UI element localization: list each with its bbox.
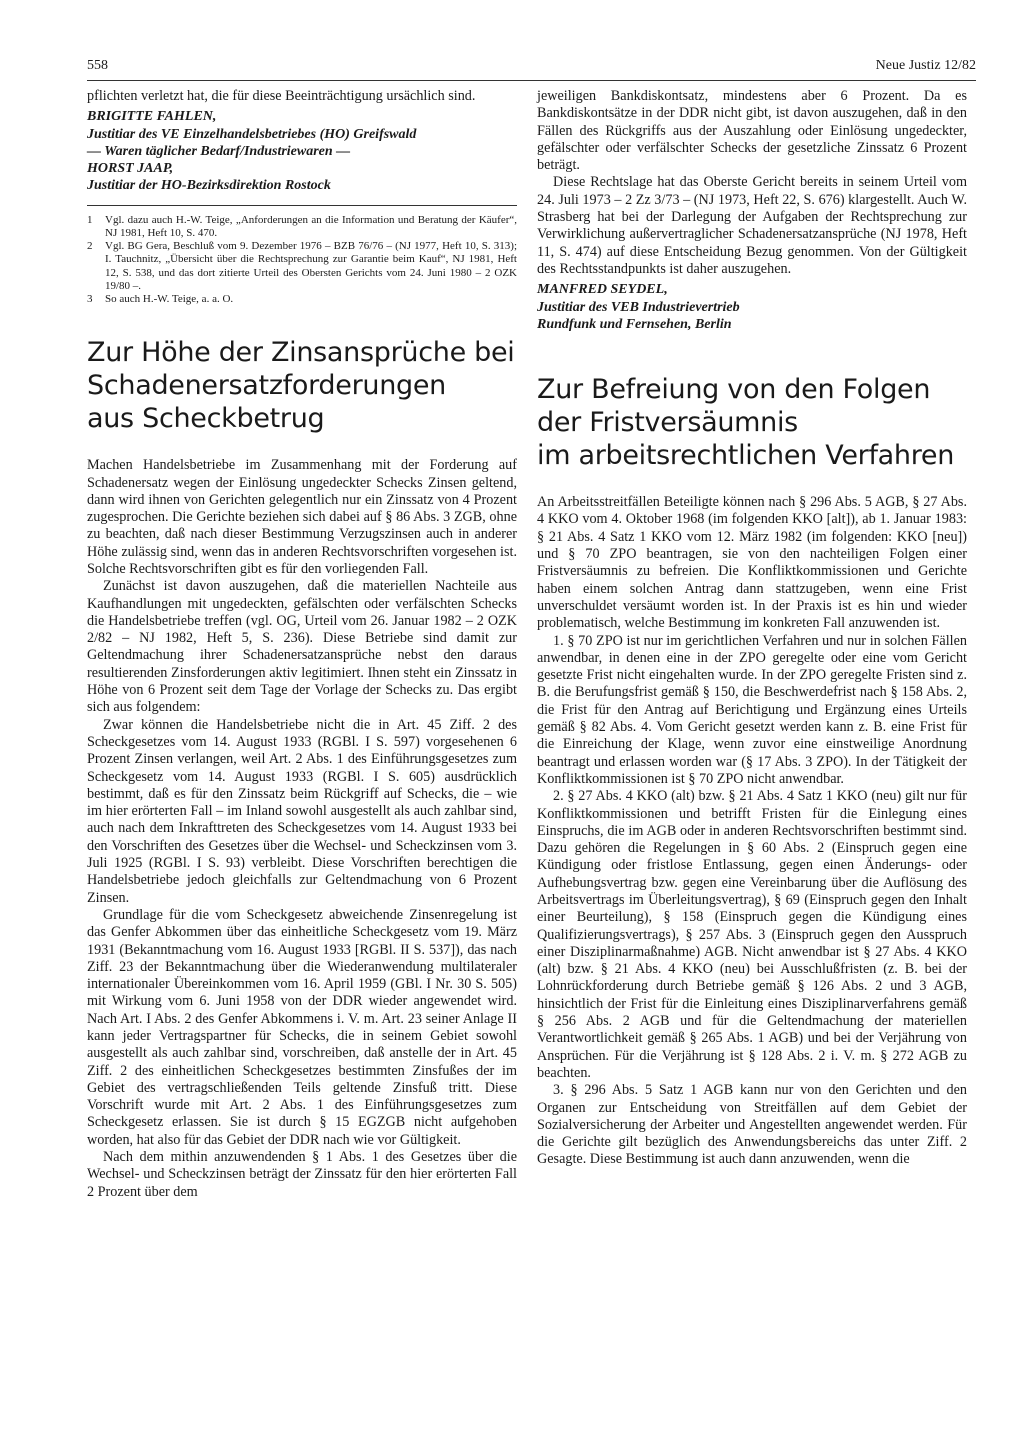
page-number: 558 bbox=[87, 58, 108, 73]
author-name: HORST JAAP, bbox=[87, 161, 174, 177]
right-column bbox=[537, 88, 967, 1169]
footnote bbox=[87, 240, 517, 293]
body-paragraph: Grundlage für die vom Scheckgesetz abweichende Zinsenregelung ist das Genfer Abkommen über das einheitliche Scheckgesetz vom 19. März 1931 (Bekanntmachung vom 16. August 1933 [RGBl. II S. 537]), das nach Ziff. 23 der Bekanntmachung über die Wiederanwendung multilateraler internationaler Übereinkommen vom 16. April 1959 (GBl. I Nr. 30 S. 505) mit Wirkung vom 6. Juni 1958 von der DDR wieder angewendet wird. Nach Art. I Abs. 2 des Genfer Abkommens i. V. m. Art. 23 seiner Anlage II kann jeder Vertragspartner für Schecks, die in seinem Gebiet sowohl ausgestellt als auch zahlbar sind, vorschreiben, daß anstelle der in Art. 45 Ziff. 2 des einheitlichen Scheckgesetzes bestimmten Zinsfußes der im Gebiet des vertragschließenden Teils geltende Zinsfuß tritt. Diese Vorschrift wurde mit Art. 2 Abs. 1 des Einführungsgesetzes zum Scheckgesetz erlassen. Sie ist durch § 15 EGZGB nicht aufgehoben worden, hat also für das Gebiet der DDR nach wie vor Gültigkeit. bbox=[87, 906, 517, 1148]
body-paragraph: Diese Rechtslage hat das Oberste Gericht bereits in seinem Urteil vom 24. Juli 1973 – 2 Zz 3/73 – (NJ 1973, Heft 22, S. 676) klargestellt. Auch W. Strasberg hat bei der Darlegung der Aufgaben der Rechtsprechung zur Verwirklichung außervertraglicher Schadenersatzansprüche (NJ 1978, Heft 11, S. 474) auf diese Entscheidung Bezug genommen. Von der Gültigkeit des Rechtsstandpunkts ist daher auszugehen. bbox=[537, 174, 967, 277]
heading-line: der Fristversäumnis bbox=[537, 407, 798, 439]
heading-line: im arbeitsrechtlichen Verfahren bbox=[537, 440, 955, 472]
heading-line: Schadenersatzforderungen bbox=[87, 370, 446, 402]
left-column bbox=[87, 88, 517, 1201]
body-paragraph: Zwar können die Handelsbetriebe nicht die in Art. 45 Ziff. 2 des Scheckgesetzes vom 14. August 1933 (RGBl. I S. 597) vorgesehenen 6 Prozent Zinsen verlangen, weil Art. 2 Abs. 1 des Einführungsgesetzes zum Scheckgesetz vom 14. August 1933 (RGBl. I S. 605) ausdrücklich bestimmt, daß es für den Zinssatz beim Rückgriff auf Schecks, die – wie im hier erörterten Fall – im Inland sowohl ausgestellt als auch zahlbar sind, auch nach dem Inkrafttreten des Scheckgesetzes vom 14. August 1933 bei den Vorschriften des Gesetzes über die Wechsel- und Scheckzinsen vom 3. Juli 1925 (RGBl. I S. 93) verbleibt. Diese Vorschriften berechtigen die Handelsbetriebe jedoch gleichfalls zur Geltendmachung von 6 Prozent Zinsen. bbox=[87, 716, 517, 906]
author-affiliation: Rundfunk und Fernsehen, Berlin bbox=[537, 316, 732, 332]
body-paragraph: 1. § 70 ZPO ist nur im gerichtlichen Verfahren und nur in solchen Fällen anwendbar, in denen eine in der ZPO geregelte oder eine vom Gericht gesetzte Frist nicht eingehalten wurde. In der ZPO geregelte Fristen sind z. B. die Berufungsfrist gemäß § 150, die Beschwerdefrist nach § 158 Abs. 2, die Frist für den Antrag auf Berichtigung und Ergänzung eines Urteils gemäß § 82 Abs. 4. Vom Gericht gesetzt werden kann z. B. eine Frist für die Einreichung der Klage, wenn zuvor eine einstweilige Anordnung beantragt und erlassen worden war (§ 17 Abs. 3 ZPO). In der Tätigkeit der Konfliktkommissionen ist § 70 ZPO nicht anwendbar. bbox=[537, 632, 967, 787]
footnote-number: 3 bbox=[87, 293, 93, 305]
article-heading-zinsansprueche bbox=[87, 336, 517, 435]
author-affiliation: Justitiar des VEB Industrievertrieb bbox=[537, 299, 740, 315]
author-signature-right bbox=[537, 281, 967, 333]
footnote-number: 1 bbox=[87, 213, 93, 226]
footnote bbox=[87, 214, 517, 240]
heading-line: aus Scheckbetrug bbox=[87, 403, 325, 435]
footnotes bbox=[87, 214, 517, 306]
author-affiliation: Justitiar des VE Einzelhandelsbetriebes (HO) Greifswald bbox=[87, 126, 417, 142]
body-paragraph: jeweiligen Bankdiskontsatz, mindestens aber 6 Prozent. Da es Bankdiskontsätze in der DDR nicht gibt, ist davon auszugehen, daß in den Fällen des Rückgriffs aus der Auszahlung oder Einlösung ungedeckter, gefälschter oder verfälschter Schecks der gesetzliche Zinssatz 6 Prozent beträgt. bbox=[537, 88, 967, 174]
header-rule bbox=[87, 80, 976, 81]
footnote-text: So auch H.-W. Teige, a. a. O. bbox=[105, 293, 234, 305]
intro-paragraph: pflichten verletzt hat, die für diese Beeinträchtigung ursächlich sind. bbox=[87, 88, 476, 104]
author-affiliation: Justitiar der HO-Bezirksdirektion Rostock bbox=[87, 178, 331, 194]
footnote-text: Vgl. BG Gera, Beschluß vom 9. Dezember 1976 – BZB 76/76 – (NJ 1977, Heft 10, S. 313); I. Tauchnitz, „Übersicht über die Rechtsprechung zur Garantie beim Kauf“, NJ 1981, Heft 12, S. 538, und das dort zitierte Urteil des Obersten Gerichts vom 24. Juni 1980 – 2 OZK 19/80 –. bbox=[105, 240, 517, 292]
body-paragraph: An Arbeitsstreitfällen Beteiligte können nach § 296 Abs. 5 AGB, § 27 Abs. 4 KKO vom 4. Oktober 1968 (im folgenden KKO [alt]), ab 1. Januar 1983: § 21 Abs. 4 Satz 1 KKO vom 12. März 1982 (im folgenden: KKO [neu]) und § 70 ZPO beantragen, sie von den nachteiligen Folgen einer Fristversäumnis zu befreien. Die Konfliktkommissionen und Gerichte haben einem solchen Antrag dann stattzugeben, wenn eine Frist unverschuldet versäumt worden ist. In der Praxis ist es hin und wieder problematisch, welche Bestimmung im konkreten Fall anzuwenden ist. bbox=[537, 494, 967, 632]
footnote-number: 2 bbox=[87, 240, 93, 253]
footnote-rule bbox=[87, 205, 517, 206]
body-paragraph: 2. § 27 Abs. 4 KKO (alt) bzw. § 21 Abs. 4 Satz 1 KKO (neu) gilt nur für Konfliktkommissionen und betrifft Fristen für die Einlegung eines Einspruchs, die im AGB oder in anderen Rechtsvorschriften bestimmt sind. Dazu gehören die Regelungen in § 60 Abs. 2 (Einspruch gegen eine Kündigung oder fristlose Entlassung, gegen einen Änderungs- oder Aufhebungsvertrag bzw. gegen eine Vereinbarung über die Auflösung des Arbeitsvertrags im Überleitungsvertrag), § 69 (Einspruch gegen den Inhalt einer Beurteilung), § 158 (Einspruch gegen die Kündigung eines Qualifizierungsvertrags), § 257 Abs. 3 (Einspruch gegen den Ausspruch einer Disziplinarmaßnahme) AGB. Nicht anwendbar ist § 27 Abs. 4 KKO (alt) bzw. § 21 Abs. 4 KKO (neu) bei Ausschlußfristen (z. B. bei der Lohnrückforderung durch Betriebe gemäß § 126 Abs. 2 und 3 AGB, hinsichtlich der Frist für die Einleitung eines Disziplinarverfahrens gemäß § 256 Abs. 2 AGB und für die Geltendmachung der materiellen Verantwortlichkeit gemäß § 265 Abs. 1 AGB) und bei der Verjährung von Ansprüchen. Für die Verjährung ist § 128 Abs. 2 i. V. m. § 272 AGB zu beachten. bbox=[537, 788, 967, 1081]
footnote-text: Vgl. dazu auch H.-W. Teige, „Anforderungen an die Information und Beratung der Käufer“, NJ 1981, Heft 10, S. 470. bbox=[105, 213, 517, 239]
body-paragraph: Machen Handelsbetriebe im Zusammenhang mit der Forderung auf Schadenersatz wegen der Einlösung ungedeckter Schecks Zinsen geltend, dann wird ihnen von Gerichten gelegentlich nur ein Zinssatz von 4 Prozent zugesprochen. Die Gerichte beziehen sich dabei auf § 86 Abs. 3 ZGB, ohne zu beachten, daß nach dieser Bestimmung Verzugszinsen auch in anderer Höhe zulässig sind, wenn das in anderen Rechtsvorschriften vorgesehen ist. Solche Rechtsvorschriften gibt es für den vorliegenden Fall. bbox=[87, 457, 517, 577]
article-heading-fristversaeumnis bbox=[537, 373, 967, 472]
body-paragraph: Nach dem mithin anzuwendenden § 1 Abs. 1 des Gesetzes über die Wechsel- und Scheckzinsen beträgt der Zinssatz für den hier erörterten Fall 2 Prozent über dem bbox=[87, 1149, 517, 1200]
author-signature-left bbox=[87, 108, 517, 194]
heading-line: Zur Befreiung von den Folgen bbox=[537, 374, 931, 406]
author-affiliation: — Waren täglicher Bedarf/Industriewaren — bbox=[87, 143, 351, 159]
author-name: BRIGITTE FAHLEN, bbox=[87, 109, 217, 125]
body-paragraph: 3. § 296 Abs. 5 Satz 1 AGB kann nur von den Gerichten und den Organen zur Entscheidung von Streitfällen auf dem Gebiet der Sozialversicherung der Arbeiter und Angestellten angewendet werden. Für die Gerichte gilt bezüglich des Anwendungsbereichs das unter Ziff. 2 Gesagte. Diese Bestimmung ist auch dann anzuwenden, wenn die bbox=[537, 1082, 967, 1168]
body-paragraph: Zunächst ist davon auszugehen, daß die materiellen Nachteile aus Kaufhandlungen mit ungedeckten, gefälschten oder verfälschten Schecks die Handelsbetriebe treffen (vgl. OG, Urteil vom 26. Januar 1982 – 2 OZK 2/82 – NJ 1982, Heft 5, S. 236). Diese Betriebe sind damit zur Geltendmachung ihrer Schadenersatzansprüche nebst den daraus resultierenden Zinsforderungen aktiv legitimiert. Ihnen steht ein Zinssatz in Höhe von 6 Prozent seit dem Tage der Vorlage der Schecks zu. Das ergibt sich aus folgendem: bbox=[87, 578, 517, 716]
author-name: MANFRED SEYDEL, bbox=[537, 282, 668, 298]
footnote bbox=[87, 293, 517, 306]
journal-issue: Neue Justiz 12/82 bbox=[875, 58, 976, 73]
heading-line: Zur Höhe der Zinsansprüche bei bbox=[87, 337, 515, 369]
